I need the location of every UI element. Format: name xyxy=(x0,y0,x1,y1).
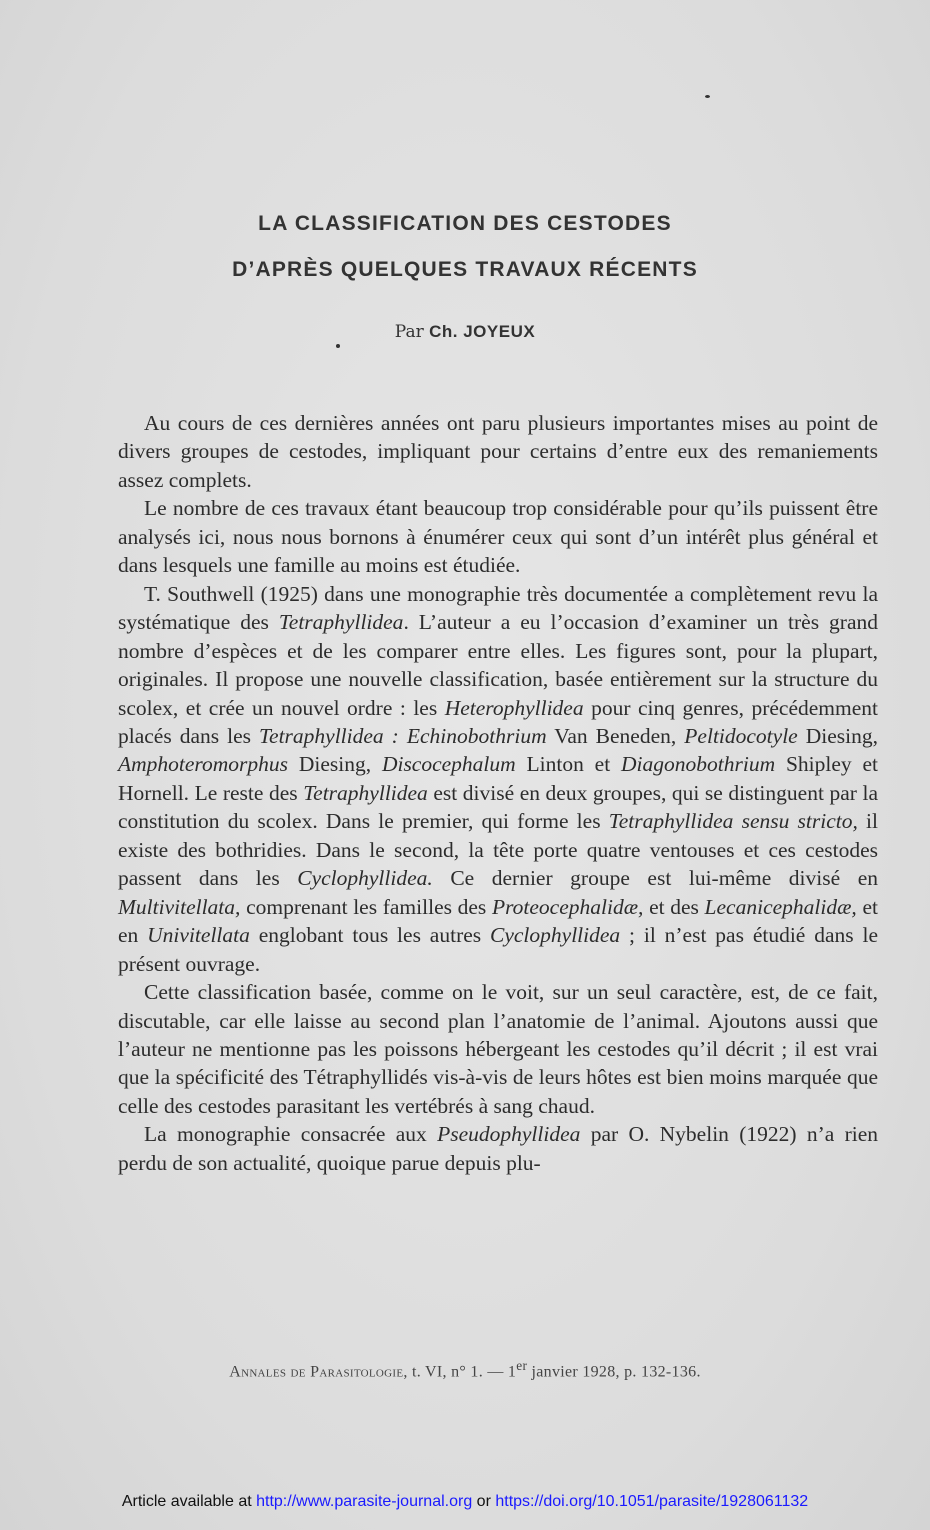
taxon-name: Multivitellata, xyxy=(118,894,241,919)
byline xyxy=(0,322,930,342)
scan-speck xyxy=(336,344,340,348)
taxon-name: Peltidocotyle xyxy=(684,723,798,748)
taxon-name: Cyclophyllidea xyxy=(490,923,621,948)
taxon-name: Univitellata xyxy=(147,923,250,948)
taxon-name: Proteocephalidæ, xyxy=(491,894,644,919)
journal-name: Annales de Parasitologie xyxy=(229,1363,404,1381)
taxon-name: Discocephalum xyxy=(381,752,516,777)
taxon-name: Cyclophyllidea. xyxy=(297,866,433,891)
taxon-name: Lecanicephalidæ, xyxy=(704,894,857,919)
byline-prefix: Par xyxy=(394,322,430,342)
availability-notice: Article available at http://www.parasite-journal.org or https://doi.org/10.1051/parasite/1928061132 xyxy=(121,1493,809,1510)
journal-link[interactable]: http://www.parasite-journal.org xyxy=(256,1493,473,1510)
article-title-line-1: LA CLASSIFICATION DES CESTODES xyxy=(258,212,672,235)
taxon-name: Tetraphyllidea xyxy=(278,610,404,635)
article-body xyxy=(118,409,878,1177)
author-name: Ch. JOYEUX xyxy=(429,322,536,341)
taxon-name: Pseudophyllidea xyxy=(437,1122,581,1147)
paragraph-5: La monographie consacrée aux Pseudophyllidea par O. Nybelin (1922) n’a rien perdu de son actualité, quoique parue depuis plu- xyxy=(118,1122,878,1175)
scan-speck xyxy=(705,95,710,98)
doi-link[interactable]: https://doi.org/10.1051/parasite/1928061132 xyxy=(495,1493,809,1510)
taxon-name: Tetraphyllidea sensu stricto, xyxy=(608,809,858,834)
taxon-name: Diagonobothrium xyxy=(621,752,776,777)
journal-citation: Annales de Parasitologie, t. VI, n° 1. — 1er janvier 1928, p. 132-136. xyxy=(229,1358,701,1381)
taxon-name: Amphoteromorphus xyxy=(118,752,289,777)
taxon-name: Tetraphyllidea xyxy=(303,780,428,805)
taxon-name: Tetraphyllidea : xyxy=(259,723,399,748)
paragraph-2: Le nombre de ces travaux étant beaucoup trop considérable pour qu’ils puissent être analysés ici, nous nous bornons à énumérer ceux qui sont d’un intérêt plus général et dans lesquels une famille au moins est étudiée. xyxy=(118,496,878,578)
paragraph-4: Cette classification basée, comme on le voit, sur un seul caractère, est, de ce fait, discutable, car elle laisse au second plan l’anatomie de l’animal. Ajoutons aussi que l’auteur ne mentionne pas les poissons hébergeant les cestodes qu’il décrit ; il est vrai que la spécificité des Tétraphyllidés vis-à-vis de leurs hôtes est bien moins marquée que celle des cestodes parasitant les vertébrés à sang chaud. xyxy=(118,980,878,1118)
taxon-name: Heterophyllidea xyxy=(444,695,584,720)
article-title-line-2: D’APRÈS QUELQUES TRAVAUX RÉCENTS xyxy=(232,258,698,281)
taxon-name: Echinobothrium xyxy=(406,723,547,748)
paragraph-1: Au cours de ces dernières années ont paru plusieurs importantes mises au point de divers groupes de cestodes, impliquant pour certains d’entre eux des remaniements assez complets. xyxy=(118,411,878,492)
paragraph-3: T. Southwell (1925) dans une monographie très documentée a complètement revu la systématique des Tetraphyllidea. L’auteur a eu l’occasion d’examiner un très grand nombre d’espèces et de les comparer entre elles. Les figures sont, pour la plupart, originales. Il propose une nouvelle classification, basée entièrement sur la structure du scolex, et crée un nouvel ordre : les Heterophyllidea pour cinq genres, précédemment placés dans les Tetraphyllidea : Echinobothrium Van Beneden, Peltidocotyle Diesing, Amphoteromorphus Diesing, Discocephalum Linton et Diagonobothrium Shipley et Hornell. Le reste des Tetraphyllidea est divisé en deux groupes, qui se distinguent par la constitution du scolex. Dans le premier, qui forme les Tetraphyllidea sensu stricto, il existe des bothridies. Dans le second, la tête porte quatre ventouses et ces cestodes passent dans les Cyclophyllidea. Ce dernier groupe est lui-même divisé en Multivitellata, comprenant les familles des Proteocephalidæ, et des Lecanicephalidæ, et en Univitellata englobant tous les autres Cyclophyllidea ; il n’est pas étudié dans le présent ouvrage. xyxy=(118,581,878,976)
